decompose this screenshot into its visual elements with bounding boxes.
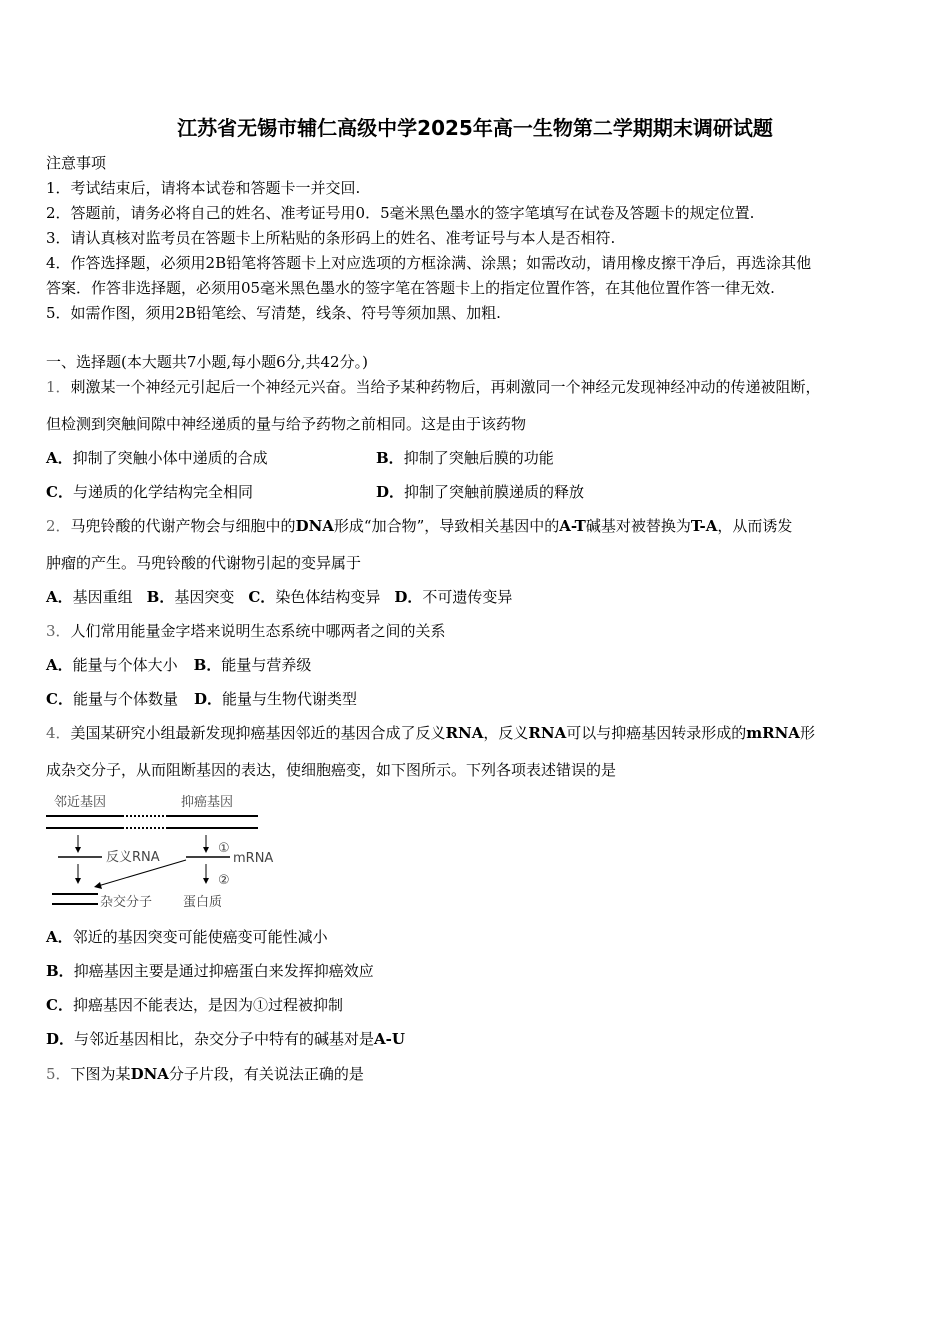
label-neighbor-gene: 邻近基因 bbox=[54, 795, 107, 810]
option-d[interactable] bbox=[194, 688, 357, 709]
arrowhead-5 bbox=[203, 878, 209, 884]
label-protein: 蛋白质 bbox=[183, 895, 223, 910]
option-d-label: D． bbox=[46, 1030, 75, 1048]
option-d-text: 不可遗传变异 bbox=[422, 588, 513, 606]
option-c[interactable] bbox=[46, 481, 376, 502]
option-a-label: A． bbox=[46, 588, 73, 606]
label-suppressor-gene: 抑癌基因 bbox=[181, 795, 234, 810]
option-d-text: 能量与生物代谢类型 bbox=[221, 690, 357, 708]
page-title: 江苏省无锡市辅仁高级中学2025年高一生物第二学期期末调研试题 bbox=[177, 116, 773, 140]
option-a[interactable] bbox=[46, 586, 133, 607]
gene-expression-diagram bbox=[40, 790, 290, 915]
option-b-label: B． bbox=[193, 656, 222, 674]
option-a[interactable] bbox=[46, 447, 376, 468]
question-2-text-d: ，从而诱发 bbox=[717, 517, 793, 535]
option-d-au: A-U bbox=[374, 1030, 405, 1048]
question-2-text-b: 形成“加合物”，导致相关基因中的 bbox=[333, 517, 560, 535]
question-1-number: 1． bbox=[46, 378, 71, 396]
question-4-rna-2: RNA bbox=[528, 724, 567, 742]
option-d-text: 抑制了突触前膜递质的释放 bbox=[404, 483, 585, 501]
notice-item-1: 1．考试结束后，请将本试卷和答题卡一并交回. bbox=[46, 179, 361, 197]
notice-heading: 注意事项 bbox=[46, 154, 107, 172]
question-4-mrna: mRNA bbox=[746, 724, 800, 742]
label-step-1: ① bbox=[218, 841, 230, 856]
question-1-line-1 bbox=[46, 376, 821, 397]
question-1-options-row-2 bbox=[46, 481, 584, 502]
question-2-ta: T-A bbox=[690, 517, 718, 535]
section-heading: 一、选择题(本大题共7小题,每小题6分,共42分。) bbox=[46, 353, 368, 371]
option-a-text: 能量与个体大小 bbox=[72, 656, 178, 674]
option-a-label: A． bbox=[46, 928, 73, 946]
option-a-text: 抑制了突触小体中递质的合成 bbox=[72, 449, 268, 467]
label-mrna: mRNA bbox=[233, 851, 274, 866]
question-4-option-d[interactable] bbox=[46, 1028, 405, 1049]
notice-item-4-cont: 答案．作答非选择题，必须用05毫米黑色墨水的签字笔在答题卡上的指定位置作答，在其他位置作答一律无效. bbox=[46, 279, 775, 297]
arrowhead-3 bbox=[75, 878, 81, 884]
question-2-line-1 bbox=[46, 515, 792, 536]
notice-item-5: 5．如需作图，须用2B铅笔绘、写清楚，线条、符号等须加黑、加粗. bbox=[46, 304, 501, 322]
question-2-number: 2． bbox=[46, 517, 71, 535]
question-2-line-2: 肿瘤的产生。马兜铃酸的代谢物引起的变异属于 bbox=[46, 554, 362, 572]
question-4-text-c: 可以与抑癌基因转录形成的 bbox=[566, 724, 747, 742]
question-3-text: 人们常用能量金字塔来说明生态系统中哪两者之间的关系 bbox=[70, 622, 446, 640]
option-b[interactable] bbox=[194, 654, 312, 675]
question-4-line-2: 成杂交分子，从而阻断基因的表达，使细胞癌变，如下图所示。下列各项表述错误的是 bbox=[46, 761, 617, 779]
question-3-options-row-1 bbox=[46, 654, 311, 675]
option-c[interactable] bbox=[248, 586, 380, 607]
option-d[interactable] bbox=[376, 481, 584, 502]
question-4-rna-1: RNA bbox=[445, 724, 484, 742]
option-c-text: 能量与个体数量 bbox=[72, 690, 178, 708]
question-4-text-b: ，反义 bbox=[483, 724, 529, 742]
option-c-text: 与递质的化学结构完全相同 bbox=[72, 483, 253, 501]
option-b[interactable] bbox=[376, 447, 554, 468]
question-2-at: A-T bbox=[559, 517, 586, 535]
question-2-text-a: 马兜铃酸的代谢产物会与细胞中的 bbox=[70, 517, 296, 535]
option-c-label: C． bbox=[46, 483, 73, 501]
option-b-label: B． bbox=[376, 449, 404, 467]
option-c[interactable] bbox=[46, 688, 178, 709]
question-2-text-c: 碱基对被替换为 bbox=[585, 517, 691, 535]
option-c-text: 染色体结构变异 bbox=[275, 588, 381, 606]
label-step-2: ② bbox=[218, 873, 230, 888]
option-b-text: 能量与营养级 bbox=[221, 656, 312, 674]
notice-item-4: 4．作答选择题，必须用2B铅笔将答题卡上对应选项的方框涂满、涂黑；如需改动，请用橡皮擦干净后，再选涂其他 bbox=[46, 254, 812, 272]
arrowhead-4 bbox=[94, 882, 102, 889]
option-b-text: 抑癌基因主要是通过抑癌蛋白来发挥抑癌效应 bbox=[73, 962, 374, 980]
option-b[interactable] bbox=[147, 586, 235, 607]
option-d-text: 与邻近基因相比，杂交分子中特有的碱基对是 bbox=[74, 1030, 375, 1048]
option-c-label: C． bbox=[248, 588, 276, 606]
question-4-text-d: 形 bbox=[799, 724, 815, 742]
option-c-label: C． bbox=[46, 996, 73, 1014]
question-5-number: 5． bbox=[46, 1065, 71, 1083]
question-1-line-2: 但检测到突触间隙中神经递质的量与给予药物之前相同。这是由于该药物 bbox=[46, 415, 527, 433]
label-antisense-rna: 反义RNA bbox=[106, 850, 160, 865]
arrowhead-1 bbox=[75, 847, 81, 853]
question-5-line-1 bbox=[46, 1063, 364, 1084]
option-b-label: B． bbox=[146, 588, 175, 606]
question-2-dna: DNA bbox=[295, 517, 334, 535]
question-3-options-row-2 bbox=[46, 688, 357, 709]
question-3-line-1 bbox=[46, 620, 446, 641]
notice-item-2: 2．答题前，请务必将自己的姓名、准考证号用0．5毫米黑色墨水的签字笔填写在试卷及答题卡的规定位置. bbox=[46, 204, 755, 222]
option-d-label: D． bbox=[193, 690, 222, 708]
label-hybrid: 杂交分子 bbox=[100, 895, 153, 910]
option-d[interactable] bbox=[394, 586, 512, 607]
option-a-label: A． bbox=[46, 449, 73, 467]
option-a-text: 基因重组 bbox=[72, 588, 133, 606]
arrowhead-2 bbox=[203, 847, 209, 853]
question-4-option-a[interactable] bbox=[46, 926, 328, 947]
question-4-number: 4． bbox=[46, 724, 71, 742]
question-1-options-row-1 bbox=[46, 447, 554, 468]
question-5-text-b: 分子片段，有关说法正确的是 bbox=[168, 1065, 364, 1083]
option-a-label: A． bbox=[46, 656, 73, 674]
notice-item-3: 3．请认真核对监考员在答题卡上所粘贴的条形码上的姓名、准考证号与本人是否相符. bbox=[46, 229, 616, 247]
question-5-text-a: 下图为某 bbox=[70, 1065, 131, 1083]
option-d-label: D． bbox=[376, 483, 405, 501]
option-b-label: B． bbox=[46, 962, 74, 980]
question-3-number: 3． bbox=[46, 622, 71, 640]
question-5-dna: DNA bbox=[130, 1065, 169, 1083]
option-a[interactable] bbox=[46, 654, 178, 675]
option-a-text: 邻近的基因突变可能使癌变可能性减小 bbox=[72, 928, 328, 946]
option-d-label: D． bbox=[394, 588, 423, 606]
option-b-text: 基因突变 bbox=[174, 588, 235, 606]
question-1-text: 刺激某一个神经元引起后一个神经元兴奋。当给予某种药物后，再刺激同一个神经元发现神经冲动的传递被阻断， bbox=[70, 378, 821, 396]
option-c-label: C． bbox=[46, 690, 73, 708]
question-2-options bbox=[46, 586, 512, 607]
option-c-text: 抑癌基因不能表达，是因为①过程被抑制 bbox=[72, 996, 343, 1014]
question-4-text-a: 美国某研究小组最新发现抑癌基因邻近的基因合成了反义 bbox=[70, 724, 446, 742]
question-4-option-b[interactable] bbox=[46, 960, 374, 981]
option-b-text: 抑制了突触后膜的功能 bbox=[403, 449, 554, 467]
question-4-line-1 bbox=[46, 722, 815, 743]
question-4-option-c[interactable] bbox=[46, 994, 343, 1015]
